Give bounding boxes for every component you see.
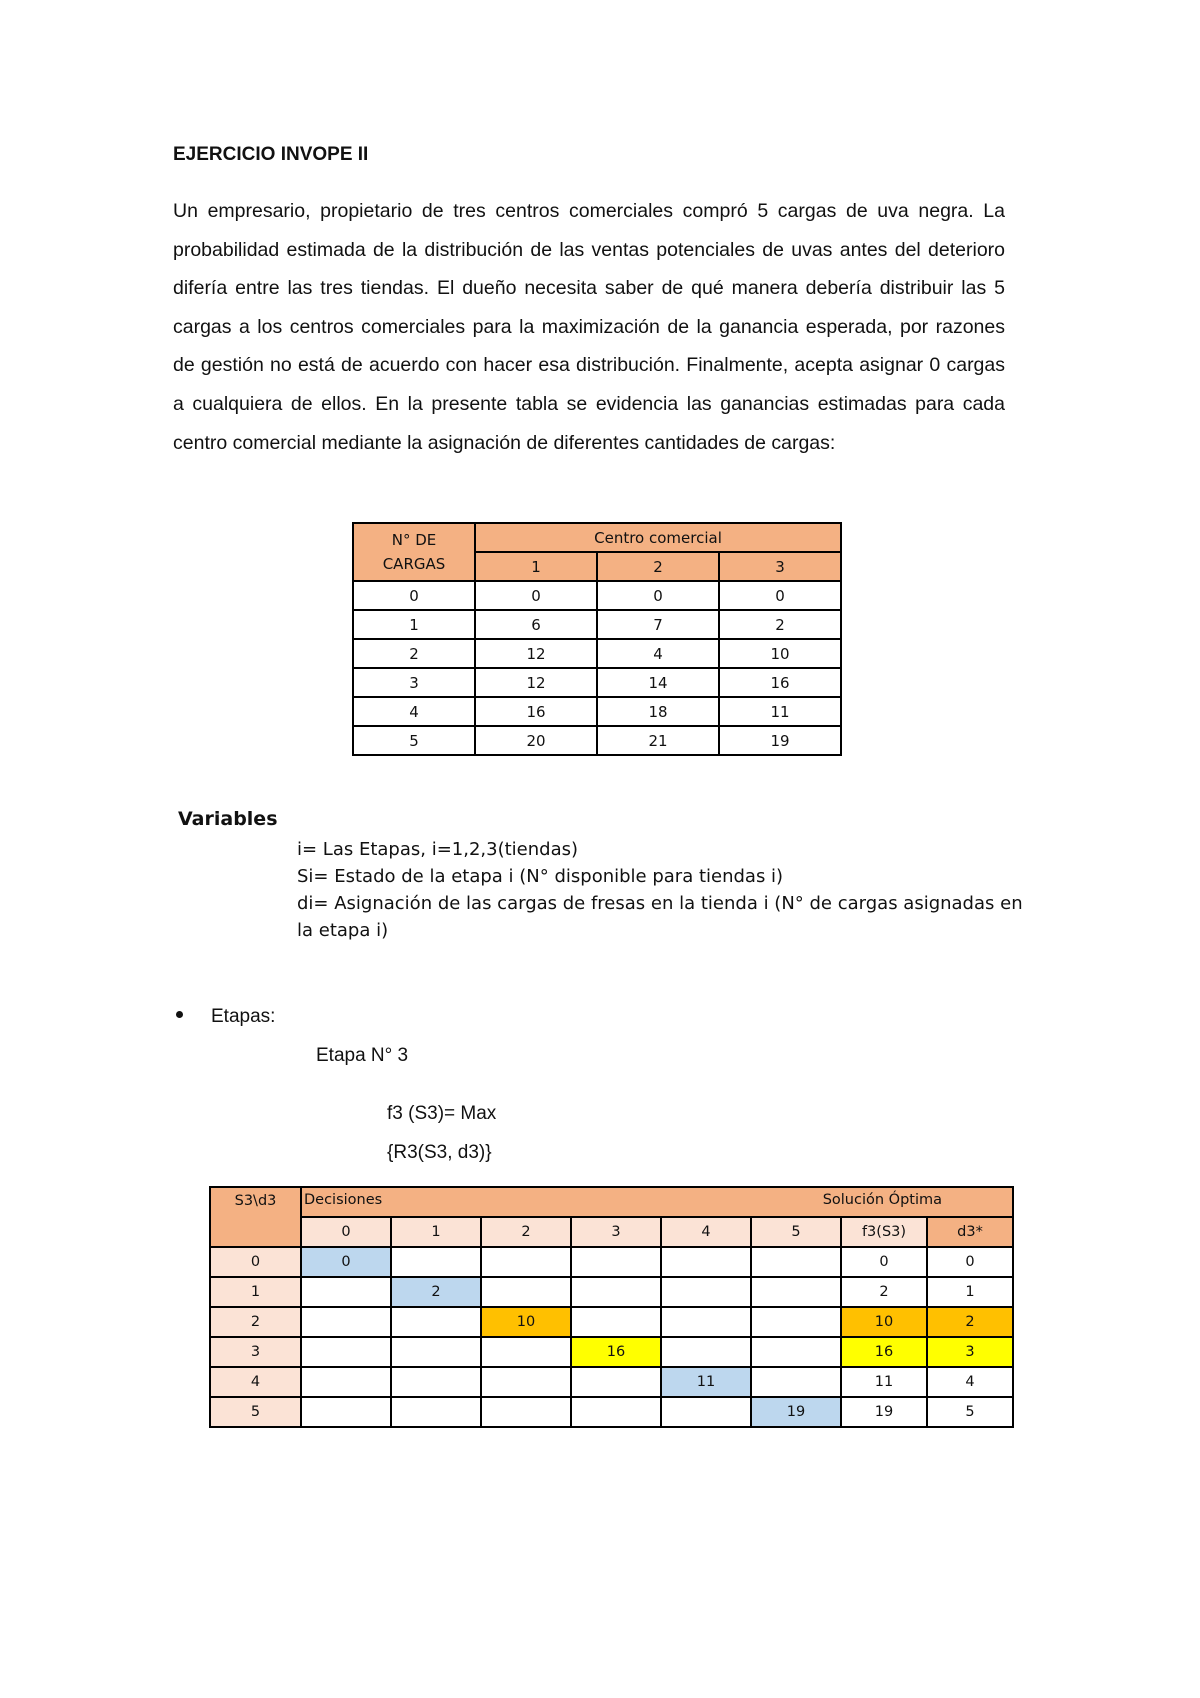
table-cell: 4 bbox=[597, 639, 719, 668]
solution-col-header: d3* bbox=[927, 1217, 1013, 1247]
table-cell bbox=[751, 1337, 841, 1367]
f3-cell: 10 bbox=[841, 1307, 927, 1337]
table-cell bbox=[571, 1397, 661, 1427]
row-label: 2 bbox=[353, 639, 475, 668]
corner-line1: N° DE bbox=[391, 531, 437, 549]
solution-col-header: f3(S3) bbox=[841, 1217, 927, 1247]
decision-col-header: 4 bbox=[661, 1217, 751, 1247]
col-header: 1 bbox=[475, 552, 597, 581]
page-title: EJERCICIO INVOPE II bbox=[173, 144, 369, 165]
decision-col-header: 3 bbox=[571, 1217, 661, 1247]
table-cell: 2 bbox=[719, 610, 841, 639]
table-cell: 18 bbox=[597, 697, 719, 726]
table-cell bbox=[481, 1247, 571, 1277]
table-cell bbox=[301, 1307, 391, 1337]
table-cell: 0 bbox=[597, 581, 719, 610]
table-cell bbox=[391, 1397, 481, 1427]
formula-line-2: {R3(S3, d3)} bbox=[387, 1142, 492, 1163]
table-row bbox=[353, 668, 841, 697]
d3-cell: 2 bbox=[927, 1307, 1013, 1337]
decisions-label: Decisiones bbox=[304, 1192, 383, 1208]
group-header-row bbox=[301, 1187, 1013, 1217]
stage3-table bbox=[209, 1186, 1014, 1428]
table-cell: 14 bbox=[597, 668, 719, 697]
row-label: 0 bbox=[353, 581, 475, 610]
table-cell bbox=[661, 1247, 751, 1277]
table-row bbox=[210, 1367, 1013, 1397]
table-cell bbox=[751, 1277, 841, 1307]
table-cell: 16 bbox=[571, 1337, 661, 1367]
variable-line: i= Las Etapas, i=1,2,3(tiendas) bbox=[297, 839, 579, 860]
table-row bbox=[210, 1337, 1013, 1367]
table-cell bbox=[481, 1277, 571, 1307]
table-cell bbox=[481, 1337, 571, 1367]
table-cell bbox=[571, 1247, 661, 1277]
profit-table bbox=[352, 522, 842, 756]
table-cell bbox=[661, 1277, 751, 1307]
f3-cell: 0 bbox=[841, 1247, 927, 1277]
table-cell: 6 bbox=[475, 610, 597, 639]
table-row bbox=[353, 726, 841, 755]
solution-label: Solución Óptima bbox=[822, 1192, 942, 1208]
intro-paragraph: Un empresario, propietario de tres centros comerciales compró 5 cargas de uva negra. La probabilidad estimada de la distribución de las ventas potenciales de uvas antes del deterioro difería entre las tres tiendas. El dueño necesita saber de qué manera debería distribuir las 5 cargas a los centros comerciales para la maximización de la ganancia esperada, por razones de gestión no está de acuerdo con hacer esa distribución. Finalmente, acepta asignar 0 cargas a cualquiera de ellos. En la presente tabla se evidencia las ganancias estimadas para cada centro comercial mediante la asignación de diferentes cantidades de cargas: bbox=[173, 200, 1005, 454]
f3-cell: 16 bbox=[841, 1337, 927, 1367]
bullet-item bbox=[176, 1006, 275, 1028]
table-cell: 12 bbox=[475, 668, 597, 697]
row-label: 3 bbox=[210, 1337, 301, 1367]
table-cell: 12 bbox=[475, 639, 597, 668]
variable-line: Si= Estado de la etapa i (N° disponible para tiendas i) bbox=[297, 866, 784, 887]
table-cell bbox=[571, 1367, 661, 1397]
d3-cell: 3 bbox=[927, 1337, 1013, 1367]
row-label: 4 bbox=[210, 1367, 301, 1397]
d3-cell: 0 bbox=[927, 1247, 1013, 1277]
row-label: 5 bbox=[353, 726, 475, 755]
group-header: Centro comercial bbox=[475, 523, 841, 552]
f3-cell: 2 bbox=[841, 1277, 927, 1307]
table-cell: 11 bbox=[661, 1367, 751, 1397]
table-cell: 0 bbox=[719, 581, 841, 610]
corner-header bbox=[353, 523, 475, 581]
decision-col-header: 5 bbox=[751, 1217, 841, 1247]
table-cell bbox=[301, 1397, 391, 1427]
table-cell: 19 bbox=[751, 1397, 841, 1427]
row-label: 1 bbox=[353, 610, 475, 639]
table-cell bbox=[661, 1337, 751, 1367]
variables-title: Variables bbox=[178, 808, 278, 830]
table-cell bbox=[301, 1277, 391, 1307]
row-label: 4 bbox=[353, 697, 475, 726]
table-cell: 16 bbox=[719, 668, 841, 697]
table-cell bbox=[751, 1307, 841, 1337]
decision-col-header: 2 bbox=[481, 1217, 571, 1247]
table-row bbox=[353, 697, 841, 726]
decision-col-header: 1 bbox=[391, 1217, 481, 1247]
d3-cell: 4 bbox=[927, 1367, 1013, 1397]
table-cell: 10 bbox=[719, 639, 841, 668]
f3-cell: 19 bbox=[841, 1397, 927, 1427]
variable-line: di= Asignación de las cargas de fresas en la tienda i (N° de cargas asignadas en la etapa i) bbox=[297, 893, 1023, 941]
table-cell bbox=[751, 1247, 841, 1277]
decision-col-header: 0 bbox=[301, 1217, 391, 1247]
row-label: 0 bbox=[210, 1247, 301, 1277]
table-row bbox=[353, 581, 841, 610]
table-cell bbox=[391, 1337, 481, 1367]
table-cell bbox=[481, 1397, 571, 1427]
bullet-dot-icon bbox=[176, 1011, 183, 1018]
table-cell: 11 bbox=[719, 697, 841, 726]
stage-heading: Etapa N° 3 bbox=[316, 1045, 409, 1066]
table-row bbox=[210, 1277, 1013, 1307]
row-label: 5 bbox=[210, 1397, 301, 1427]
table-cell: 7 bbox=[597, 610, 719, 639]
table-cell: 16 bbox=[475, 697, 597, 726]
formula-line-1: f3 (S3)= Max bbox=[387, 1103, 497, 1124]
table-row bbox=[210, 1397, 1013, 1427]
f3-cell: 11 bbox=[841, 1367, 927, 1397]
table-cell bbox=[751, 1367, 841, 1397]
table-cell: 21 bbox=[597, 726, 719, 755]
row-label: 3 bbox=[353, 668, 475, 697]
bullet-text: Etapas: bbox=[211, 1006, 276, 1027]
table-cell bbox=[481, 1367, 571, 1397]
col-header: 3 bbox=[719, 552, 841, 581]
variables-list bbox=[297, 836, 1027, 944]
table-cell bbox=[571, 1307, 661, 1337]
table-row bbox=[353, 610, 841, 639]
table-cell bbox=[661, 1307, 751, 1337]
table-row bbox=[210, 1307, 1013, 1337]
table-cell bbox=[301, 1367, 391, 1397]
table-cell bbox=[571, 1277, 661, 1307]
table-row bbox=[210, 1247, 1013, 1277]
corner-header: S3\d3 bbox=[210, 1187, 301, 1247]
col-header: 2 bbox=[597, 552, 719, 581]
table-cell bbox=[391, 1247, 481, 1277]
table-row bbox=[353, 639, 841, 668]
table-cell: 0 bbox=[301, 1247, 391, 1277]
d3-cell: 1 bbox=[927, 1277, 1013, 1307]
table-cell bbox=[661, 1397, 751, 1427]
table-cell: 20 bbox=[475, 726, 597, 755]
d3-cell: 5 bbox=[927, 1397, 1013, 1427]
table-cell: 10 bbox=[481, 1307, 571, 1337]
table-cell: 2 bbox=[391, 1277, 481, 1307]
corner-line2: CARGAS bbox=[382, 555, 446, 573]
table-cell bbox=[301, 1337, 391, 1367]
row-label: 2 bbox=[210, 1307, 301, 1337]
table-cell bbox=[391, 1307, 481, 1337]
table-cell bbox=[391, 1367, 481, 1397]
row-label: 1 bbox=[210, 1277, 301, 1307]
table-cell: 19 bbox=[719, 726, 841, 755]
table-cell: 0 bbox=[475, 581, 597, 610]
